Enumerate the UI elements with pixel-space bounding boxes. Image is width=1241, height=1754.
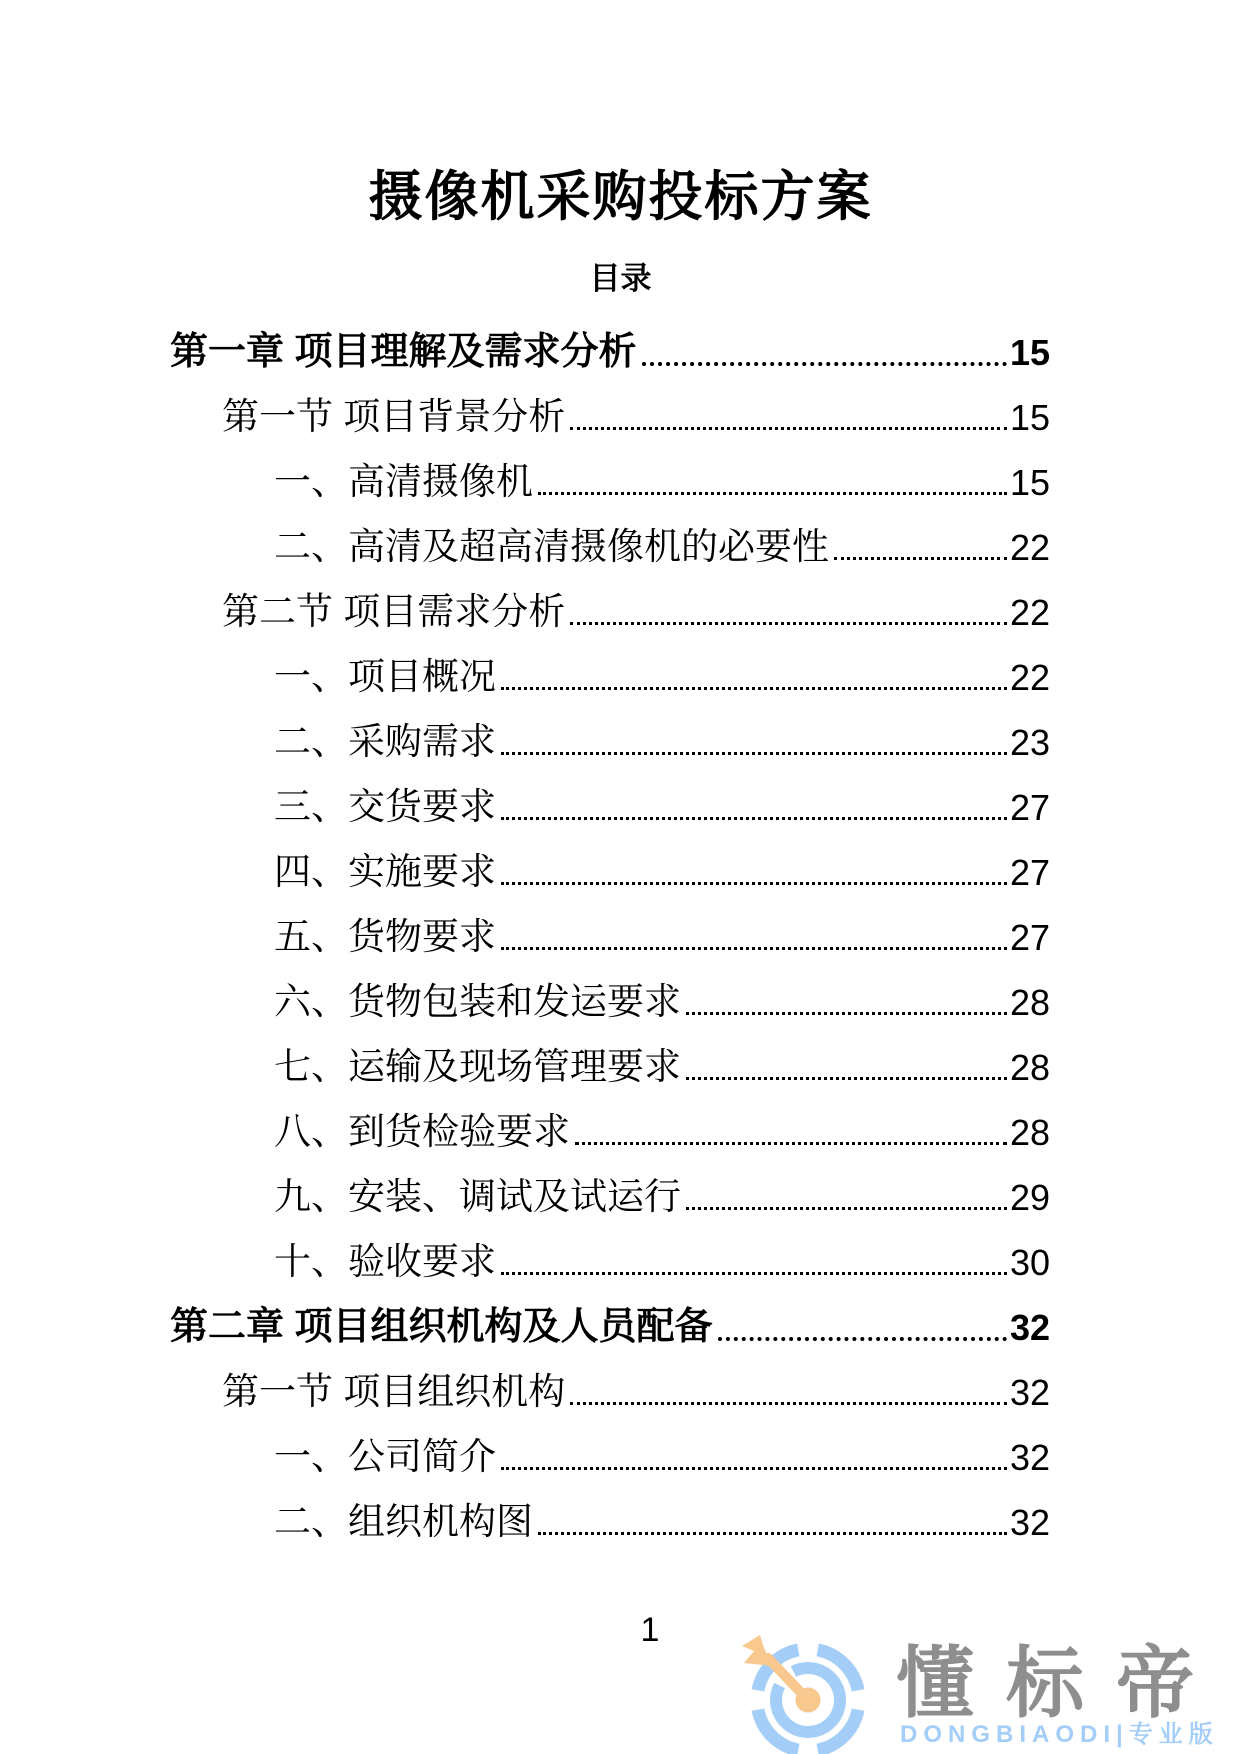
toc-entry-label: 九、安装、调试及试运行 <box>274 1176 681 1218</box>
target-arrow-logo-icon <box>738 1630 878 1754</box>
toc-entry-label: 一、项目概况 <box>274 656 496 698</box>
toc-dotted-leader <box>575 1142 1007 1145</box>
toc-entry-page-number: 32 <box>1009 1307 1050 1349</box>
toc-entry-page-number: 28 <box>1009 1112 1050 1154</box>
toc-row <box>170 699 1050 764</box>
watermark-brand-text: 懂标帝 <box>896 1639 1227 1727</box>
toc-entry-page-number: 32 <box>1009 1372 1050 1414</box>
toc-entry-page-number: 32 <box>1009 1437 1050 1479</box>
toc-row <box>170 829 1050 894</box>
toc-dotted-leader <box>501 947 1007 950</box>
toc-entry-label: 五、货物要求 <box>274 916 496 958</box>
toc-entry-label: 七、运输及现场管理要求 <box>274 1046 681 1088</box>
toc-entry-label: 第一节 项目背景分析 <box>222 396 566 438</box>
toc-row <box>170 894 1050 959</box>
toc-entry-page-number: 32 <box>1009 1502 1050 1544</box>
toc-entry-label: 八、到货检验要求 <box>274 1111 570 1153</box>
toc-entry-page-number: 15 <box>1009 462 1050 504</box>
toc-dotted-leader <box>570 622 1007 625</box>
toc-dotted-leader <box>686 1077 1007 1080</box>
toc-row <box>170 1349 1050 1414</box>
toc-entry-label: 二、组织机构图 <box>274 1501 533 1543</box>
toc-row <box>170 1479 1050 1544</box>
toc-dotted-leader <box>686 1207 1007 1210</box>
toc-entry-page-number: 22 <box>1009 527 1050 569</box>
toc-dotted-leader <box>642 362 1007 366</box>
toc-row <box>170 634 1050 699</box>
toc-entry-label: 十、验收要求 <box>274 1241 496 1283</box>
toc-dotted-leader <box>501 882 1007 885</box>
toc-entry-label: 第一章 项目理解及需求分析 <box>170 330 637 373</box>
toc-entry-label: 第二章 项目组织机构及人员配备 <box>170 1305 713 1348</box>
toc-row <box>170 1154 1050 1219</box>
toc-dotted-leader <box>834 557 1007 560</box>
toc-row <box>170 959 1050 1024</box>
toc-entry-page-number: 23 <box>1009 722 1050 764</box>
toc-entry-page-number: 29 <box>1009 1177 1050 1219</box>
toc-entry-label: 一、高清摄像机 <box>274 461 533 503</box>
toc-entry-label: 二、高清及超高清摄像机的必要性 <box>274 526 829 568</box>
toc-dotted-leader <box>501 752 1007 755</box>
document-title: 摄像机采购投标方案 <box>368 167 873 227</box>
toc-entry-page-number: 27 <box>1009 787 1050 829</box>
toc-entry-label: 一、公司简介 <box>274 1436 496 1478</box>
toc-row <box>170 309 1050 374</box>
toc-entry-page-number: 28 <box>1009 982 1050 1024</box>
toc-entry-label: 第一节 项目组织机构 <box>222 1371 566 1413</box>
toc-dotted-leader <box>570 1402 1007 1405</box>
toc-entry-label: 二、采购需求 <box>274 721 496 763</box>
toc-entry-label: 六、货物包装和发运要求 <box>274 981 681 1023</box>
toc-dotted-leader <box>501 1467 1007 1470</box>
toc-dotted-leader <box>501 687 1007 690</box>
toc-dotted-leader <box>538 492 1007 495</box>
toc-row <box>170 1089 1050 1154</box>
toc-dotted-leader <box>570 427 1007 430</box>
toc-entry-page-number: 30 <box>1009 1242 1050 1284</box>
toc-row <box>170 1284 1050 1349</box>
toc-entry-label: 第二节 项目需求分析 <box>222 591 566 633</box>
toc-entry-page-number: 15 <box>1009 332 1050 374</box>
toc-entry-label: 四、实施要求 <box>274 851 496 893</box>
footer-page-number: 1 <box>640 1611 660 1649</box>
toc-row <box>170 764 1050 829</box>
toc-row <box>170 1024 1050 1089</box>
toc-heading: 目录 <box>589 261 652 296</box>
toc-row <box>170 1414 1050 1479</box>
toc-entry-label: 三、交货要求 <box>274 786 496 828</box>
toc-entry-page-number: 22 <box>1009 657 1050 699</box>
toc-row <box>170 1219 1050 1284</box>
watermark-subtext: DONGBIAODI|专业版 <box>900 1721 1219 1748</box>
toc-dotted-leader <box>501 1272 1007 1275</box>
toc-row <box>170 374 1050 439</box>
toc-entry-page-number: 22 <box>1009 592 1050 634</box>
toc-entry-page-number: 15 <box>1009 397 1050 439</box>
toc-entry-page-number: 28 <box>1009 1047 1050 1089</box>
toc-row <box>170 504 1050 569</box>
toc-row <box>170 569 1050 634</box>
toc-dotted-leader <box>718 1337 1007 1341</box>
toc-dotted-leader <box>686 1012 1007 1015</box>
toc-dotted-leader <box>538 1532 1007 1535</box>
toc-list <box>170 309 1050 1544</box>
toc-dotted-leader <box>501 817 1007 820</box>
toc-row <box>170 439 1050 504</box>
toc-entry-page-number: 27 <box>1009 917 1050 959</box>
toc-entry-page-number: 27 <box>1009 852 1050 894</box>
